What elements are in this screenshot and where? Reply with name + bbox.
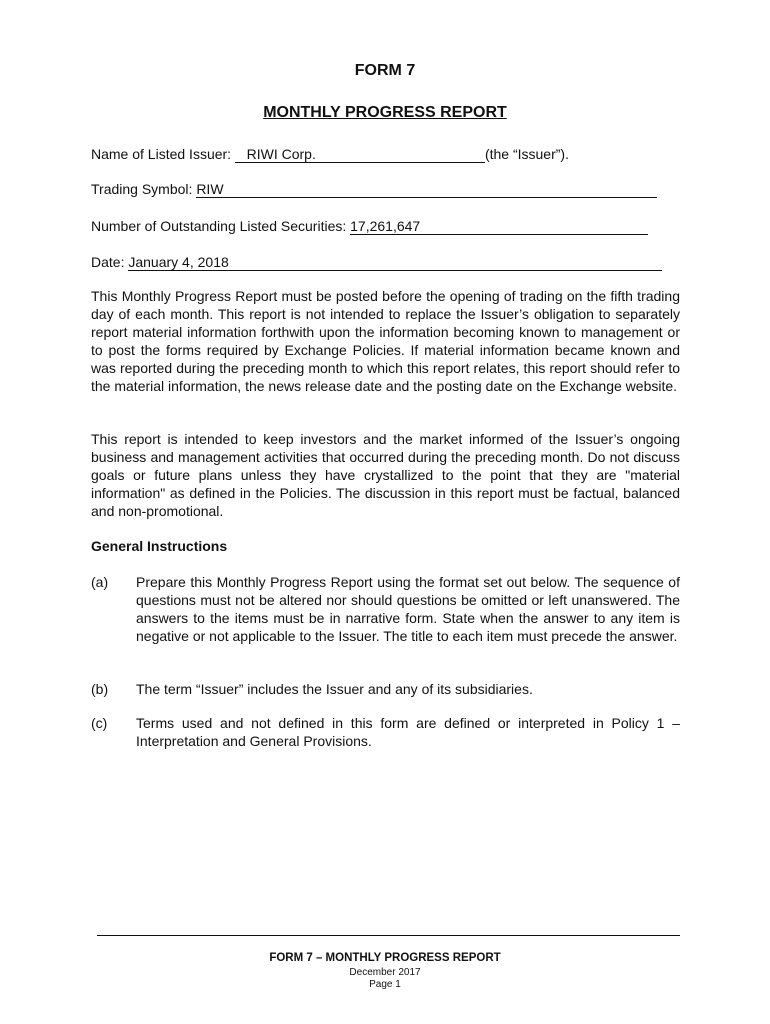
report-title: MONTHLY PROGRESS REPORT — [263, 104, 507, 121]
date-value: January 4, 2018 — [128, 254, 662, 271]
issuer-name-field — [91, 145, 569, 163]
instruction-text: The term “Issuer” includes the Issuer and any of its subsidiaries. — [136, 681, 533, 697]
date-field — [91, 253, 662, 271]
footer-divider — [97, 935, 680, 936]
trading-symbol-field — [91, 180, 657, 198]
form-title: FORM 7 — [354, 62, 416, 79]
instruction-text: Terms used and not defined in this form are defined or interpreted in Policy 1 – Interpretation and General Provisions. — [136, 715, 680, 749]
issuer-name-label: Name of Listed Issuer: — [91, 146, 232, 162]
issuer-name-value: RIWI Corp. — [246, 146, 316, 162]
general-instructions-heading: General Instructions — [91, 538, 228, 554]
intro-paragraph-2: This report is intended to keep investors and the market informed of the Issuer’s ongoing business and management activities that occurred during the preceding month. Do not discuss goals or future plans unless they have crystallized to the point that they are "material information" as defined in the Policies. The discussion in this report must be factual, balanced and non-promotional. — [91, 431, 680, 519]
outstanding-securities-label: Number of Outstanding Listed Securities: — [91, 218, 347, 234]
issuer-name-value-wrap — [235, 146, 485, 163]
footer-page-number: Page 1 — [369, 979, 401, 990]
date-label: Date: — [91, 254, 125, 270]
instruction-item-a — [91, 573, 680, 645]
trading-symbol-value: RIW — [196, 181, 657, 198]
intro-paragraph-1: This Monthly Progress Report must be posted before the opening of trading on the fifth trading day of each month. This report is not intended to replace the Issuer’s obligation to separately report material information forthwith upon the information becoming known to management or to post the forms required by Exchange Policies. If material information became known and was reported during the preceding month to which this report relates, this report should refer to the material information, the news release date and the posting date on the Exchange website. — [91, 288, 680, 394]
instruction-item-c — [91, 714, 680, 750]
trading-symbol-label: Trading Symbol: — [91, 181, 193, 197]
instruction-marker: (c) — [91, 715, 108, 731]
issuer-suffix: (the “Issuer”). — [484, 146, 569, 162]
instruction-marker: (a) — [91, 574, 109, 590]
outstanding-securities-value: 17,261,647 — [350, 218, 648, 235]
instruction-marker: (b) — [91, 681, 109, 697]
instruction-item-b — [91, 680, 680, 698]
footer-date: December 2017 — [349, 967, 421, 978]
instruction-text: Prepare this Monthly Progress Report using the format set out below. The sequence of questions must not be altered nor should questions be omitted or left unanswered. The answers to the items must be in narrative form. State when the answer to any item is negative or not applicable to the Issuer. The title to each item must precede the answer. — [136, 574, 680, 644]
footer-title: FORM 7 – MONTHLY PROGRESS REPORT — [269, 952, 501, 964]
outstanding-securities-field — [91, 217, 648, 235]
